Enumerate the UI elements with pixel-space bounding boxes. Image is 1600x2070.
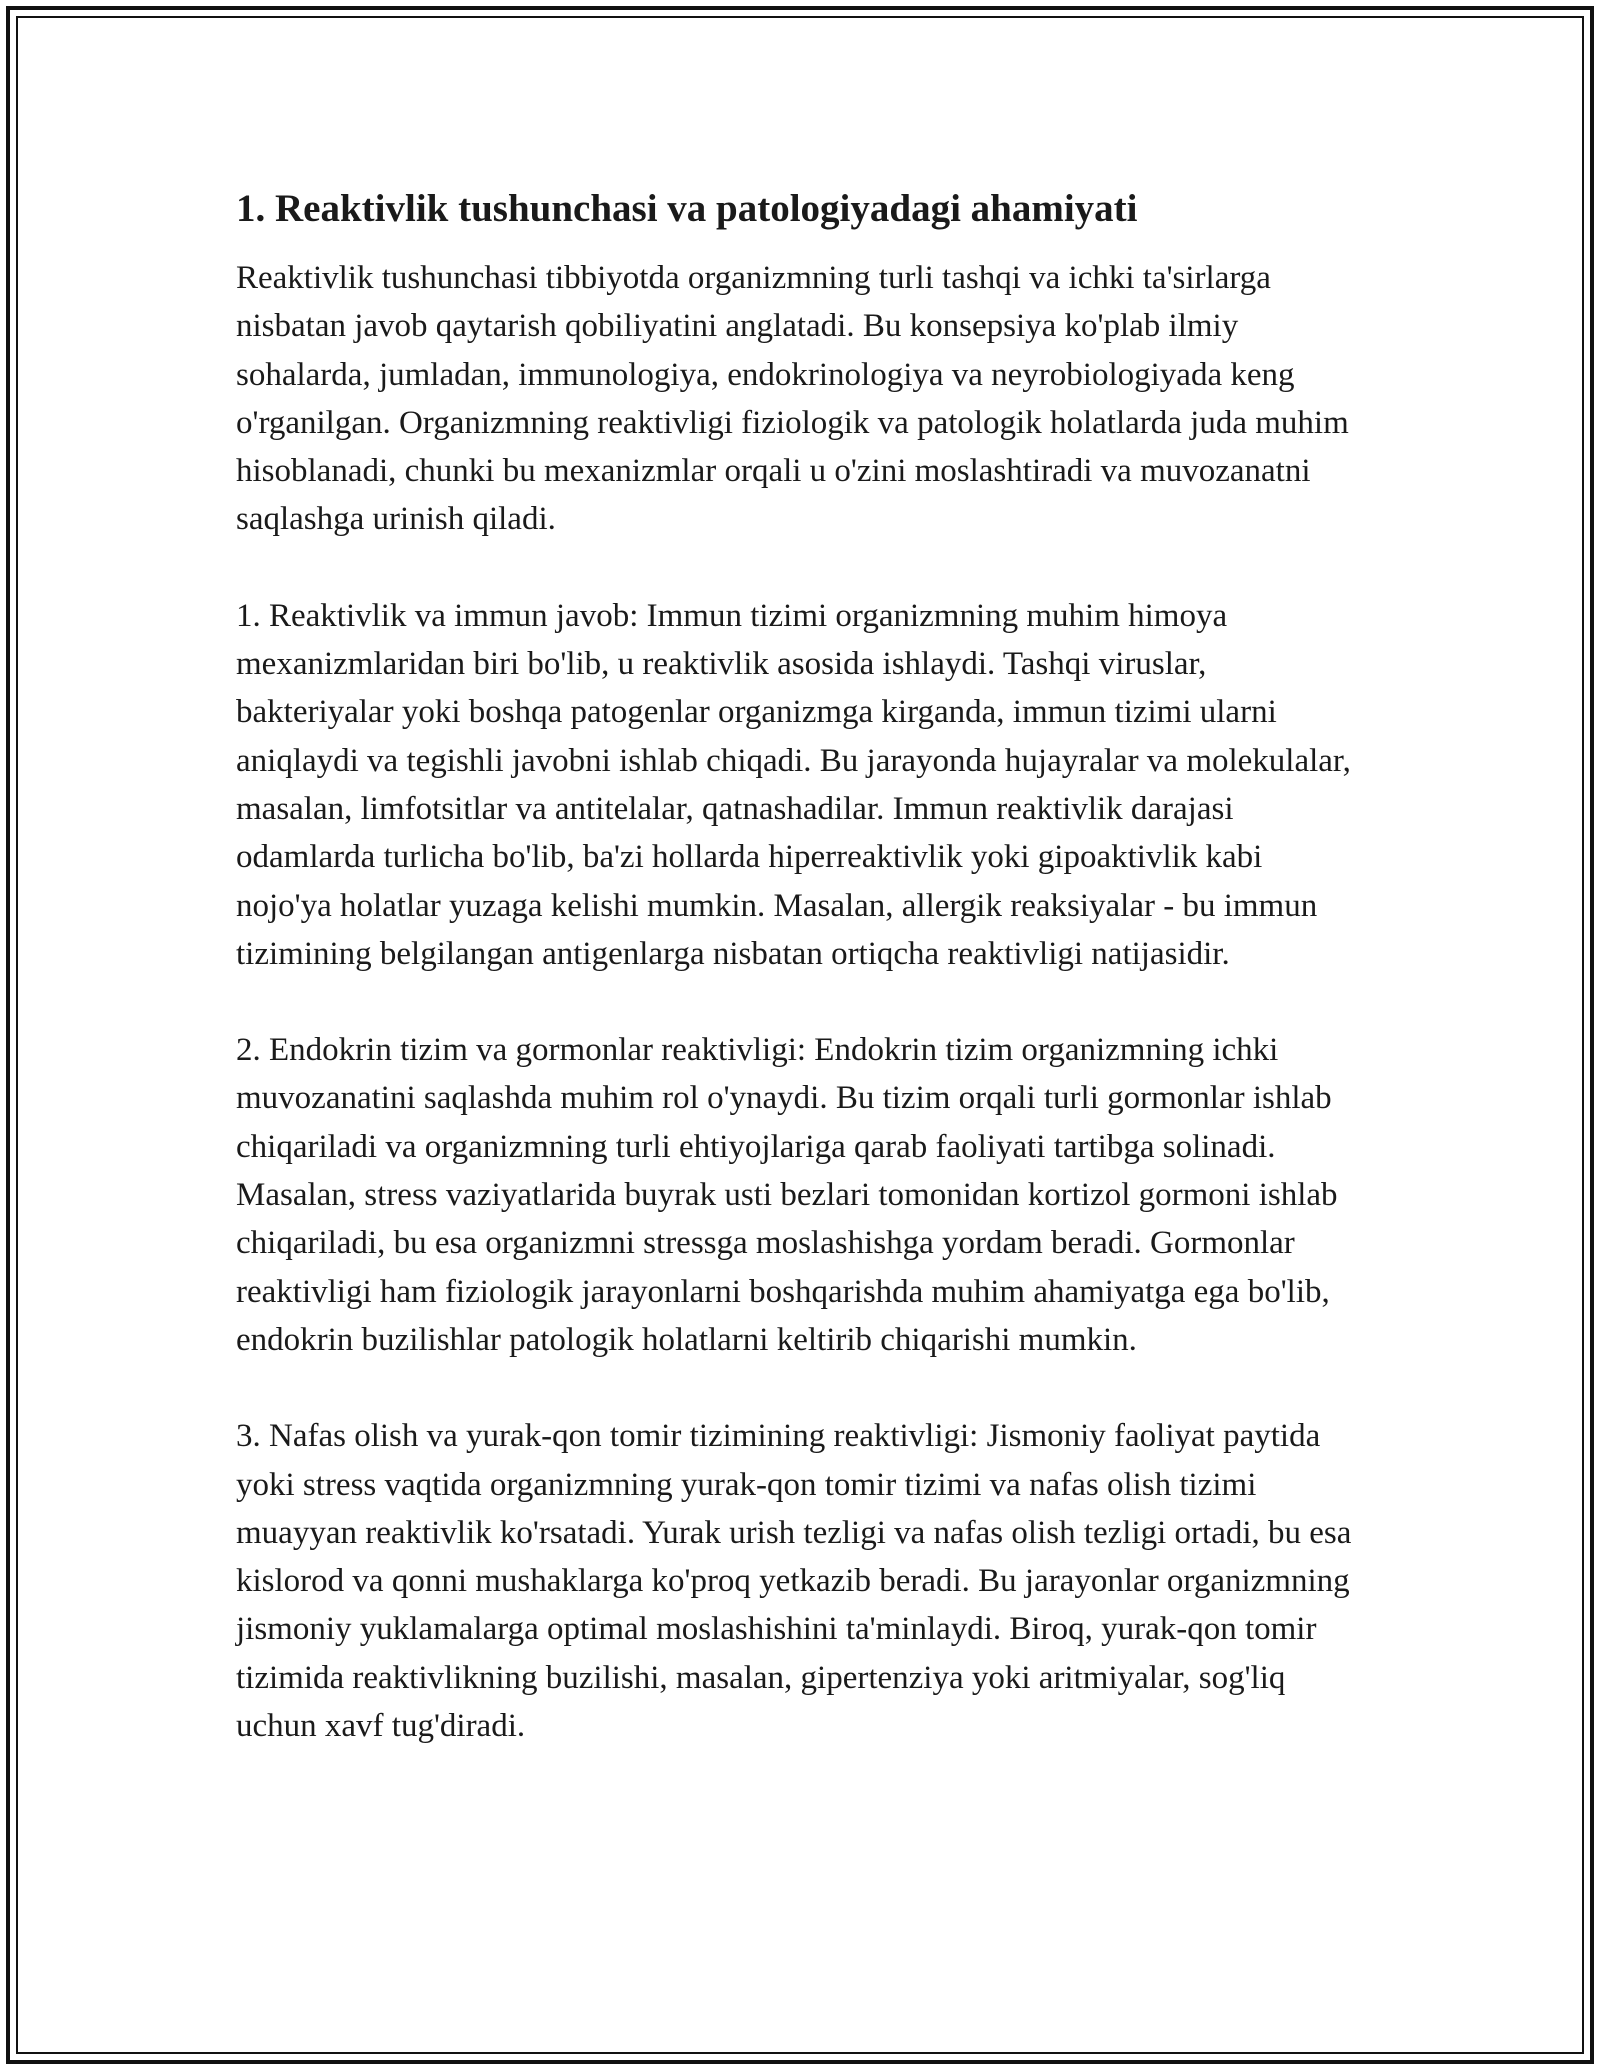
document-title: 1. Reaktivlik tushunchasi va patologiyadagi ahamiyati xyxy=(236,187,1138,230)
endocrine-reactivity-paragraph: 2. Endokrin tizim va gormonlar reaktivligi: Endokrin tizim organizmning ichki muvozanatini saqlashda muhim rol o'ynaydi. Bu tizim orqali turli gormonlar ishlab chiqariladi va organizmning turli ehtiyojlariga qarab faoliyati tartibga solinadi. Masalan, stress vaziyatlarida buyrak usti bezlari tomonidan kortizol gormoni ishlab chiqariladi, bu esa organizmni stressga moslashishga yordam beradi. Gormonlar reaktivligi ham fiziologik jarayonlarni boshqarishda muhim ahamiyatga ega bo'lib, endokrin buzilishlar patologik holatlarni keltirib chiqarishi mumkin. xyxy=(236,1032,1338,1358)
document-page xyxy=(236,186,1366,1798)
intro-paragraph: Reaktivlik tushunchasi tibbiyotda organizmning turli tashqi va ichki ta'sirlarga nisbatan javob qaytarish qobiliyatini anglatadi. Bu konsepsiya ko'plab ilmiy sohalarda, jumladan, immunologiya, endokrinologiya va neyrobiologiyada keng o'rganilgan. Organizmning reaktivligi fiziologik va patologik holatlarda juda muhim hisoblanadi, chunki bu mexanizmlar orqali u o'zini moslashtiradi va muvozanatni saqlashga urinish qiladi. xyxy=(236,260,1349,538)
immune-reactivity-paragraph: 1. Reaktivlik va immun javob: Immun tizimi organizmning muhim himoya mexanizmlaridan biri bo'lib, u reaktivlik asosida ishlaydi. Tashqi viruslar, bakteriyalar yoki boshqa patogenlar organizmga kirganda, immun tizimi ularni aniqlaydi va tegishli javobni ishlab chiqadi. Bu jarayonda hujayralar va molekulalar, masalan, limfotsitlar va antitelalar, qatnashadilar. Immun reaktivlik darajasi odamlarda turlicha bo'lib, ba'zi hollarda hiperreaktivlik yoki gipoaktivlik kabi nojo'ya holatlar yuzaga kelishi mumkin. Masalan, allergik reaksiyalar - bu immun tizimining belgilangan antigenlarga nisbatan ortiqcha reaktivligi natijasidir. xyxy=(236,597,1351,972)
cardio-respiratory-reactivity-paragraph: 3. Nafas olish va yurak-qon tomir tizimining reaktivligi: Jismoniy faoliyat paytida yoki stress vaqtida organizmning yurak-qon tomir tizimi va nafas olish tizimi muayyan reaktivlik ko'rsatadi. Yurak urish tezligi va nafas olish tezligi ortadi, bu esa kislorod va qonni mushaklarga ko'proq yetkazib beradi. Bu jarayonlar organizmning jismoniy yuklamalarga optimal moslashishini ta'minlaydi. Biroq, yurak-qon tomir tizimida reaktivlikning buzilishi, masalan, gipertenziya yoki aritmiyalar, sog'liq uchun xavf tug'diradi. xyxy=(236,1418,1352,1745)
